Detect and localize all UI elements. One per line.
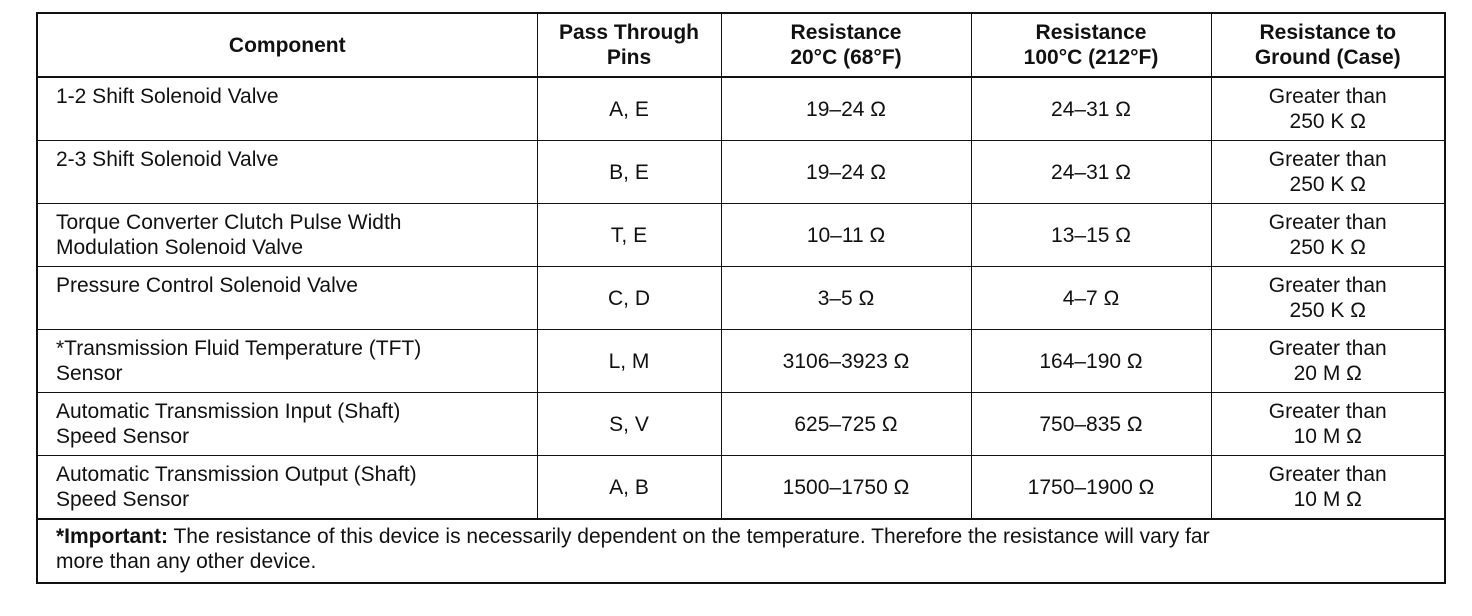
header-row — [37, 13, 1445, 77]
header-ground-line1: Resistance to — [1259, 21, 1397, 44]
component-name-line: Sensor — [56, 362, 123, 385]
header-res100-line1: Resistance — [1035, 21, 1147, 44]
cell-pins: L, M — [537, 330, 721, 393]
component-name-line: Speed Sensor — [56, 425, 190, 448]
component-name-line: Torque Converter Clutch Pulse Width — [56, 211, 402, 234]
cell-resistance-20c: 10–11 Ω — [721, 204, 971, 267]
cell-resistance-20c: 625–725 Ω — [721, 393, 971, 456]
cell-resistance-100c: 1750–1900 Ω — [971, 456, 1211, 520]
ground-resistance-line: Greater than — [1268, 463, 1387, 486]
ground-resistance-line: Greater than — [1268, 337, 1387, 360]
table-row — [37, 330, 1445, 393]
cell-pins: A, E — [537, 77, 721, 141]
important-note — [37, 519, 1445, 583]
cell-component — [37, 267, 537, 330]
component-name-line: Automatic Transmission Output (Shaft) — [56, 463, 417, 486]
component-name-line: 2-3 Shift Solenoid Valve — [56, 148, 279, 171]
header-res20-line2: 20°C (68°F) — [790, 46, 902, 69]
cell-pins: S, V — [537, 393, 721, 456]
header-ground-line2: Ground (Case) — [1254, 46, 1401, 69]
cell-resistance-100c: 164–190 Ω — [971, 330, 1211, 393]
header-res100 — [971, 13, 1211, 77]
cell-resistance-100c: 13–15 Ω — [971, 204, 1211, 267]
cell-resistance-100c: 750–835 Ω — [971, 393, 1211, 456]
header-res100-line2: 100°C (212°F) — [1023, 46, 1159, 69]
cell-resistance-ground — [1211, 393, 1445, 456]
header-pins — [537, 13, 721, 77]
note-row — [37, 519, 1445, 583]
ground-resistance-line: 20 M Ω — [1293, 362, 1362, 385]
cell-resistance-20c: 3–5 Ω — [721, 267, 971, 330]
cell-resistance-20c: 1500–1750 Ω — [721, 456, 971, 520]
cell-pins: A, B — [537, 456, 721, 520]
component-name-line: 1-2 Shift Solenoid Valve — [56, 85, 279, 108]
ground-resistance-line: Greater than — [1268, 85, 1387, 108]
cell-pins: C, D — [537, 267, 721, 330]
table-row — [37, 456, 1445, 520]
header-component — [37, 13, 537, 77]
table-row — [37, 141, 1445, 204]
table-row — [37, 77, 1445, 141]
table-row — [37, 204, 1445, 267]
cell-resistance-ground — [1211, 330, 1445, 393]
ground-resistance-line: Greater than — [1268, 274, 1387, 297]
ground-resistance-line: 250 K Ω — [1289, 236, 1366, 259]
cell-resistance-ground — [1211, 141, 1445, 204]
ground-resistance-line: 10 M Ω — [1293, 425, 1362, 448]
cell-component — [37, 141, 537, 204]
cell-pins: B, E — [537, 141, 721, 204]
note-label: *Important: — [56, 525, 168, 548]
cell-resistance-20c: 3106–3923 Ω — [721, 330, 971, 393]
header-res20 — [721, 13, 971, 77]
cell-resistance-ground — [1211, 267, 1445, 330]
cell-resistance-100c: 4–7 Ω — [971, 267, 1211, 330]
cell-resistance-100c: 24–31 Ω — [971, 141, 1211, 204]
resistance-spec-table — [36, 12, 1446, 584]
spec-table-container — [36, 12, 1444, 584]
ground-resistance-line: Greater than — [1268, 148, 1387, 171]
header-pins-line2: Pins — [606, 46, 652, 69]
component-name-line: Modulation Solenoid Valve — [56, 236, 304, 259]
component-name-line: Speed Sensor — [56, 488, 190, 511]
cell-resistance-ground — [1211, 204, 1445, 267]
cell-resistance-ground — [1211, 456, 1445, 520]
note-text-line2: more than any other device. — [56, 550, 317, 573]
cell-component — [37, 456, 537, 520]
cell-component — [37, 204, 537, 267]
cell-resistance-100c: 24–31 Ω — [971, 77, 1211, 141]
note-text-line1: The resistance of this device is necessarily dependent on the temperature. Therefore the resistance will vary far — [168, 525, 1210, 548]
cell-component — [37, 393, 537, 456]
header-res20-line1: Resistance — [790, 21, 902, 44]
table-row — [37, 393, 1445, 456]
component-name-line: *Transmission Fluid Temperature (TFT) — [56, 337, 422, 360]
ground-resistance-line: 250 K Ω — [1289, 299, 1366, 322]
header-component-text: Component — [228, 33, 346, 57]
cell-component — [37, 77, 537, 141]
header-ground — [1211, 13, 1445, 77]
cell-resistance-ground — [1211, 77, 1445, 141]
component-name-line: Pressure Control Solenoid Valve — [56, 274, 358, 297]
table-body — [37, 77, 1445, 519]
table-row — [37, 267, 1445, 330]
cell-pins: T, E — [537, 204, 721, 267]
cell-component — [37, 330, 537, 393]
cell-resistance-20c: 19–24 Ω — [721, 77, 971, 141]
header-pins-line1: Pass Through — [558, 21, 700, 44]
ground-resistance-line: Greater than — [1268, 400, 1387, 423]
ground-resistance-line: 10 M Ω — [1293, 488, 1362, 511]
cell-resistance-20c: 19–24 Ω — [721, 141, 971, 204]
ground-resistance-line: 250 K Ω — [1289, 110, 1366, 133]
ground-resistance-line: Greater than — [1268, 211, 1387, 234]
component-name-line: Automatic Transmission Input (Shaft) — [56, 400, 401, 423]
ground-resistance-line: 250 K Ω — [1289, 173, 1366, 196]
